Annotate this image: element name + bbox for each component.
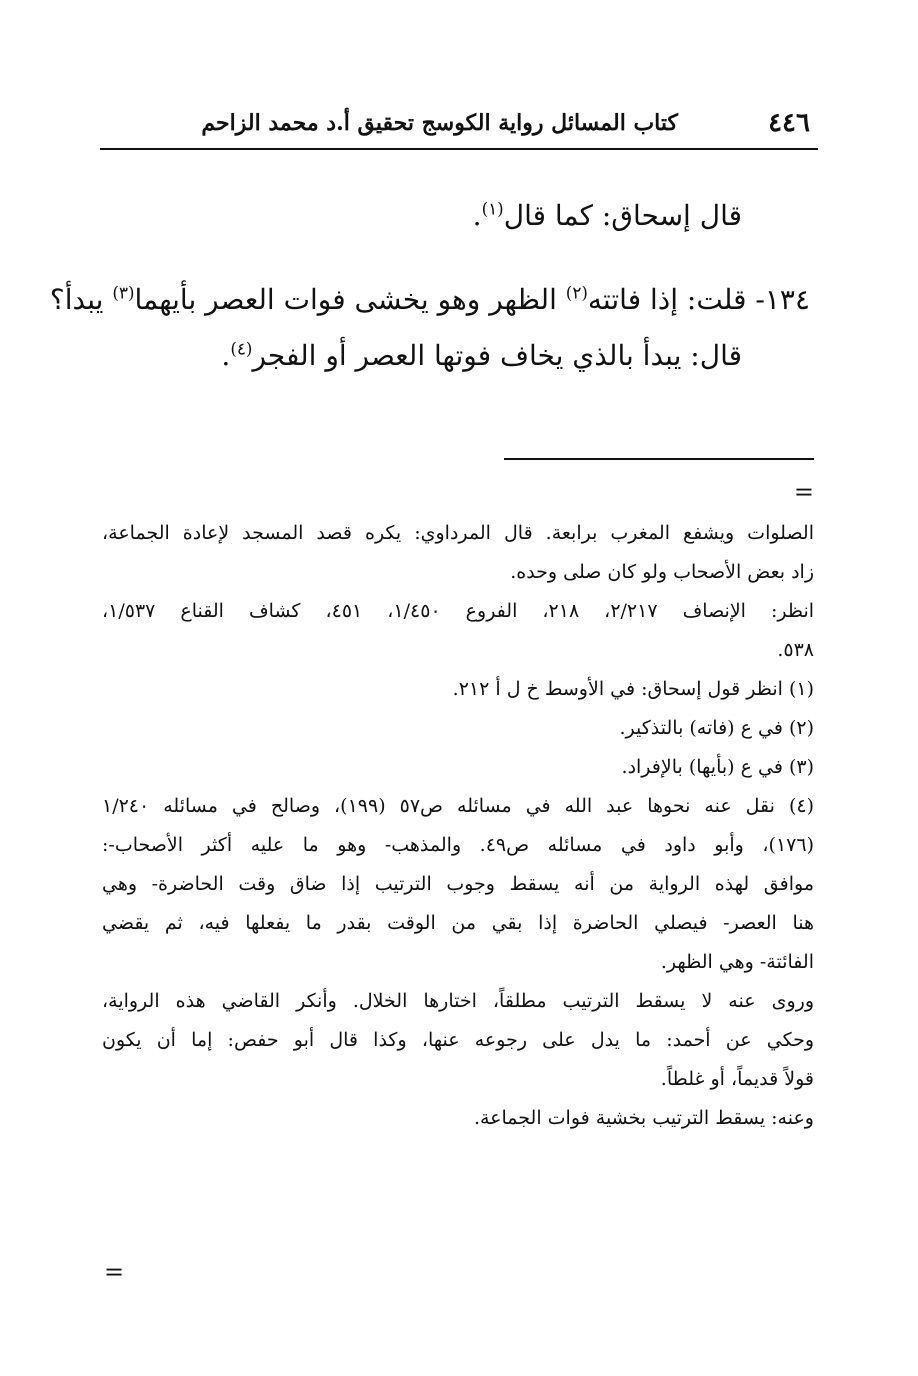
footnote-4-line: قولاً قديماً، أو غلطاً. xyxy=(660,1068,814,1090)
footnote-continuation-line: انظر: الإنصاف ٢/٢١٧، ٢١٨، الفروع ١/٤٥٠، ٤٥١، كشاف القناع ١/٥٣٧، xyxy=(102,600,815,622)
header-rule xyxy=(100,148,818,150)
running-title: كتاب المسائل رواية الكوسج تحقيق أ.د محمد الزاحم xyxy=(201,110,678,136)
footnotes xyxy=(102,514,814,1138)
footnote-ref-4: (٤) xyxy=(230,338,253,359)
footnote-4-line: وحكي عن أحمد: ما يدل على رجوعه عنها، وكذا قال أبو حفص: إما أن يكون xyxy=(102,1029,814,1051)
footnote-ref-1: (١) xyxy=(481,198,504,219)
continuation-mark-top: = xyxy=(793,478,814,506)
footnote-3: (٣) في ع (بأيها) بالإفراد. xyxy=(621,756,814,778)
question-number: ١٣٤- xyxy=(746,283,810,316)
page-number: ٤٤٦ xyxy=(768,108,810,138)
footnote-4-line: موافق لهذه الرواية من أنه يسقط وجوب الترتيب إذا ضاق وقت الحاضرة- وهي xyxy=(102,873,814,895)
footnote-ref-3: (٣) xyxy=(112,282,135,303)
question-134: ١٣٤- قلت: إذا فاتته$^{(٢)}$ الظهر وهو يخشى فوات العصر بأيهما$^{(٣)}$ يبدأ؟ xyxy=(49,282,810,316)
footnote-4-line: هنا العصر- فيصلي الحاضرة إذا بقي من الوقت بقدر ما يفعلها فيه، ثم يقضي xyxy=(102,912,814,934)
footnote-continuation-line: زاد بعض الأصحاب ولو كان صلى وحده. xyxy=(510,561,814,583)
footnote-4-line: (١٧٦)، وأبو داود في مسائله ص٤٩. والمذهب- وهو ما عليه أكثر الأصحاب-: xyxy=(102,834,814,856)
footnote-4-line: وروى عنه لا يسقط الترتيب مطلقاً، اختارها الخلال. وأنكر القاضي هذه الرواية، xyxy=(102,990,814,1012)
continuation-mark-bottom: = xyxy=(104,1258,125,1286)
answer-134: قال: يبدأ بالذي يخاف فوتها العصر أو الفجر$^{(٤)}$. xyxy=(221,338,742,372)
footnote-4-line: الفائتة- وهي الظهر. xyxy=(660,951,814,973)
main-text xyxy=(49,188,810,384)
footnote-4-line: (٤) نقل عنه نحوها عبد الله في مسائله ص٥٧ (١٩٩)، وصالح في مسائله ١/٢٤٠ xyxy=(102,795,815,817)
footnote-continuation-line: الصلوات ويشفع المغرب برابعة. قال المرداوي: يكره قصد المسجد لإعادة الجماعة، xyxy=(102,522,814,544)
footnote-4-line: وعنه: يسقط الترتيب بخشية فوات الجماعة. xyxy=(473,1107,814,1129)
ishaq-statement: قال إسحاق: كما قال$^{(١)}$. xyxy=(472,198,742,232)
footnote-2: (٢) في ع (فاته) بالتذكير. xyxy=(619,717,814,739)
page-header xyxy=(100,106,818,142)
footnote-separator xyxy=(504,458,814,460)
footnote-ref-2: (٢) xyxy=(565,282,588,303)
footnote-1: (١) انظر قول إسحاق: في الأوسط خ ل أ ٢١٢. xyxy=(452,678,814,700)
footnote-continuation-line: ٥٣٨. xyxy=(777,639,814,661)
